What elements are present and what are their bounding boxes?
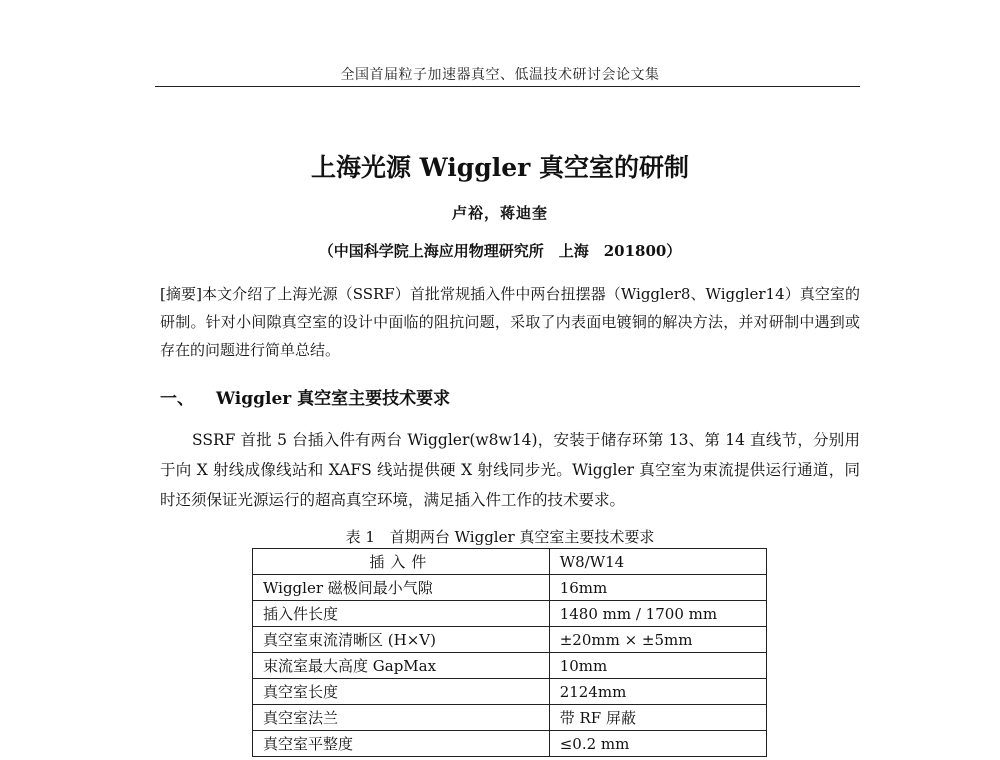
table-cell: 带 RF 屏蔽 (549, 705, 766, 731)
section-title: Wiggler 真空室主要技术要求 (216, 389, 451, 409)
section-heading (160, 384, 860, 409)
table-cell: 1480 mm / 1700 mm (549, 601, 766, 627)
paper-title: 上海光源 Wiggler 真空室的研制 (310, 153, 690, 182)
table-row (253, 731, 767, 757)
section-number: 一、 (160, 389, 194, 409)
body-paragraph: SSRF 首批 5 台插入件有两台 Wiggler(w8w14)，安装于储存环第 13、第 14 直线节，分别用于向 X 射线成像线站和 XAFS 线站提供硬 X 射线同步光。Wiggler 真空室为束流提供运行通道，同时还须保证光源运行的超高真空环境，满足插入件工作的技术要求。 (160, 431, 860, 509)
table-cell: ±20mm × ±5mm (549, 627, 766, 653)
running-head: 全国首届粒子加速器真空、低温技术研讨会论文集 (340, 67, 660, 83)
table-cell: 16mm (549, 575, 766, 601)
header-rule (155, 86, 860, 87)
table-caption: 表 1 首期两台 Wiggler 真空室主要技术要求 (345, 528, 655, 546)
table-header-row (253, 549, 767, 575)
table-cell: 真空室法兰 (253, 705, 550, 731)
table-header-cell: 插入件 (253, 549, 550, 575)
table-row (253, 601, 767, 627)
table-cell: 真空室长度 (253, 679, 550, 705)
table-cell: 束流室最大高度 GapMax (253, 653, 550, 679)
table-cell: ≤0.2 mm (549, 731, 766, 757)
table-header-cell: W8/W14 (549, 549, 766, 575)
abstract: [摘要]本文介绍了上海光源（SSRF）首批常规插入件中两台扭摆器（Wiggler8、Wiggler14）真空室的研制。针对小间隙真空室的设计中面临的阻抗问题，采取了内表面电镀铜的解决方法，并对研制中遇到或存在的问题进行简单总结。 (160, 285, 860, 359)
paper-authors: 卢裕，蒋迪奎 (451, 204, 548, 222)
table-cell: 真空室束流清晰区 (H×V) (253, 627, 550, 653)
table-row (253, 679, 767, 705)
table-cell: 插入件长度 (253, 601, 550, 627)
table-row (253, 627, 767, 653)
table-cell: 10mm (549, 653, 766, 679)
table-cell: 2124mm (549, 679, 766, 705)
table-row (253, 705, 767, 731)
table-row (253, 575, 767, 601)
table-cell: 真空室平整度 (253, 731, 550, 757)
table-row (253, 653, 767, 679)
table-cell: Wiggler 磁极间最小气隙 (253, 575, 550, 601)
spec-table (252, 548, 767, 757)
paper-affiliation: （中国科学院上海应用物理研究所 上海 201800） (318, 242, 682, 260)
